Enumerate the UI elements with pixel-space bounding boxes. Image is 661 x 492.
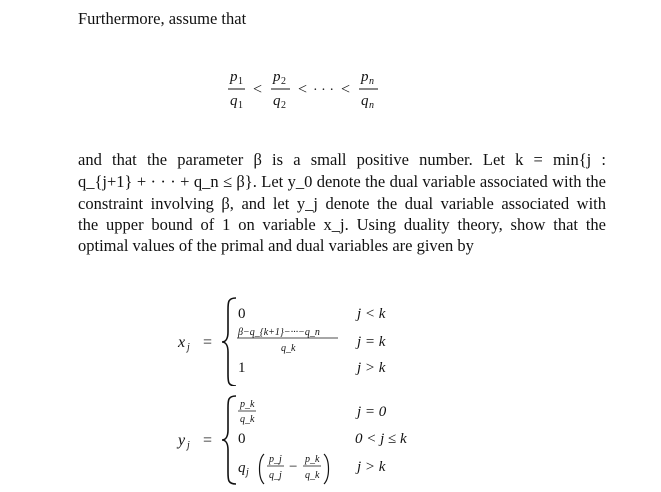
x-case3-condition: j > k — [357, 360, 386, 376]
y-case3-q-subscript: j — [246, 467, 249, 478]
p2-subscript: 2 — [281, 76, 286, 87]
pn-subscript: n — [369, 76, 374, 87]
equals-sign: = — [203, 334, 213, 351]
fraction-p2-q2 — [271, 69, 290, 111]
left-brace — [222, 396, 236, 484]
q2-symbol: q — [273, 93, 281, 109]
less-than-2: < — [298, 81, 308, 98]
intro-text: Furthermore, assume that — [78, 9, 247, 28]
left-brace — [222, 298, 236, 386]
y-case3-minus: − — [289, 459, 298, 475]
less-than-1: < — [253, 81, 263, 98]
y-case3-qk: q_k — [305, 470, 320, 481]
x-case2-denominator: q_k — [281, 343, 296, 354]
y-case3-condition: j > k — [357, 459, 386, 475]
less-than-3: < — [341, 81, 351, 98]
x-case2-numerator: β−q_{k+1}−···−q_n — [238, 327, 320, 338]
x-case1-value: 0 — [238, 306, 246, 322]
x-case3-value: 1 — [238, 360, 246, 376]
x-case2-condition: j = k — [357, 334, 386, 350]
paragraph-line-1: and that the parameter β is a small positive number. Let k = min{j : — [78, 150, 606, 169]
qn-symbol: q — [361, 93, 369, 109]
x-subscript: j — [187, 342, 190, 353]
y-subscript: j — [187, 440, 190, 451]
y-case1-denominator: q_k — [240, 414, 255, 425]
equals-sign: = — [203, 432, 213, 449]
paragraph-line-3: constraint involving β, and let y_j denote the dual variable associated with — [78, 194, 606, 213]
y-case1-numerator: p_k — [240, 399, 255, 410]
right-paren — [324, 454, 329, 484]
left-paren — [260, 454, 265, 484]
q1-symbol: q — [230, 93, 238, 109]
dots: · · · — [313, 83, 334, 98]
y-case3-pj: p_j — [269, 454, 282, 465]
y-case3-qj: q_j — [269, 470, 282, 481]
p1-symbol: p — [230, 69, 238, 85]
y-case3-pk: p_k — [305, 454, 320, 465]
q1-subscript: 1 — [238, 100, 243, 111]
paragraph-line-5: optimal values of the primal and dual variables are given by — [78, 236, 474, 255]
y-symbol: y — [178, 432, 186, 449]
x-case1-condition: j < k — [357, 306, 386, 322]
fraction-p1-q1 — [228, 69, 245, 111]
x-cases-equation — [170, 290, 430, 386]
y-case3-q: q — [238, 460, 246, 476]
y-case2-value: 0 — [238, 431, 246, 447]
y-case1-condition: j = 0 — [357, 404, 387, 420]
paragraph-line-4: the upper bound of 1 on variable x_j. Using duality theory, show that the — [78, 215, 606, 234]
q2-subscript: 2 — [281, 100, 286, 111]
pn-symbol: p — [361, 69, 369, 85]
ratio-ordering-equation — [220, 62, 400, 114]
paragraph-line-2: q_{j+1} + · · · + q_n ≤ β}. Let y_0 denote the dual variable associated with the — [78, 172, 606, 191]
y-cases-equation — [170, 392, 430, 488]
qn-subscript: n — [369, 100, 374, 111]
y-case2-condition: 0 < j ≤ k — [355, 431, 407, 447]
x-symbol: x — [178, 334, 186, 351]
p1-subscript: 1 — [238, 76, 243, 87]
p2-symbol: p — [273, 69, 281, 85]
fraction-pn-qn — [359, 69, 378, 111]
